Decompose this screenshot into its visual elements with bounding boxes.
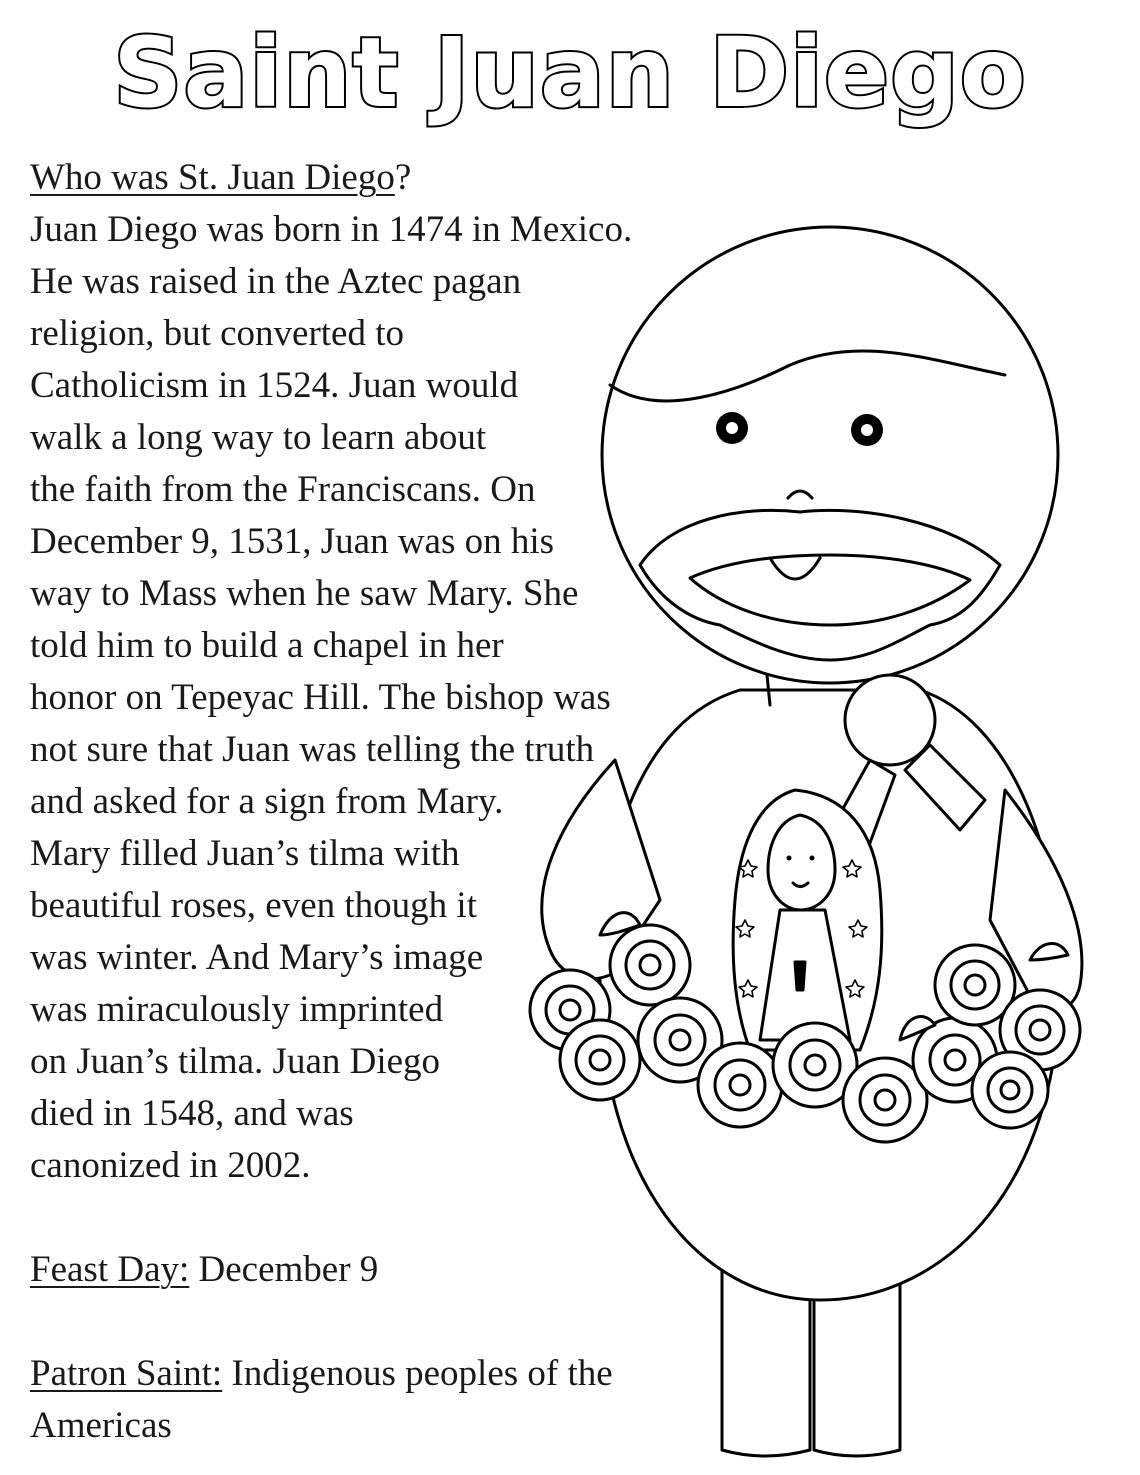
bio-line: told him to build a chapel in her	[30, 625, 504, 666]
feast-day-label: Feast Day:	[30, 1249, 190, 1290]
bio-line: was winter. And Mary’s image	[30, 937, 484, 978]
patron-saint-value-cont: Americas	[30, 1405, 172, 1446]
heading-mark: ?	[394, 157, 412, 198]
bio-line: died in 1548, and was	[30, 1093, 354, 1134]
bio-line: religion, but converted to	[30, 313, 405, 354]
section-heading	[30, 152, 690, 204]
juan-diego-illustration	[490, 220, 1140, 1475]
guadalupe-image	[733, 790, 882, 1050]
rose	[560, 1020, 640, 1100]
patron-saint-value: Indigenous peoples of the	[222, 1353, 613, 1394]
bio-line: the faith from the Franciscans. On	[30, 469, 536, 510]
bio-line: way to Mass when he saw Mary. She	[30, 573, 579, 614]
bio-line: walk a long way to learn about	[30, 417, 487, 458]
bio-line: beautiful roses, even though it	[30, 885, 477, 926]
heading-question: Who was St. Juan Diego	[30, 157, 395, 198]
rose	[698, 1043, 782, 1127]
bio-line: Juan Diego was born in 1474 in Mexico.	[30, 209, 633, 250]
bio-line: on Juan’s tilma. Juan Diego	[30, 1041, 441, 1082]
bio-line: not sure that Juan was telling the truth	[30, 729, 595, 770]
bio-line: He was raised in the Aztec pagan	[30, 261, 522, 302]
rose	[610, 925, 690, 1005]
patron-saint-label: Patron Saint:	[30, 1353, 223, 1394]
bio-line: honor on Tepeyac Hill. The bishop was	[30, 677, 611, 718]
bio-line: was miraculously imprinted	[30, 989, 444, 1030]
bio-line: canonized in 2002.	[30, 1145, 311, 1186]
bio-line: and asked for a sign from Mary.	[30, 781, 504, 822]
bio-line: Catholicism in 1524. Juan would	[30, 365, 519, 406]
page-title: Saint Juan Diego	[113, 17, 1027, 129]
bio-line: Mary filled Juan’s tilma with	[30, 833, 460, 874]
rose	[972, 1052, 1048, 1128]
bio-line: December 9, 1531, Juan was on his	[30, 521, 555, 562]
feast-day-value: December 9	[189, 1249, 379, 1290]
